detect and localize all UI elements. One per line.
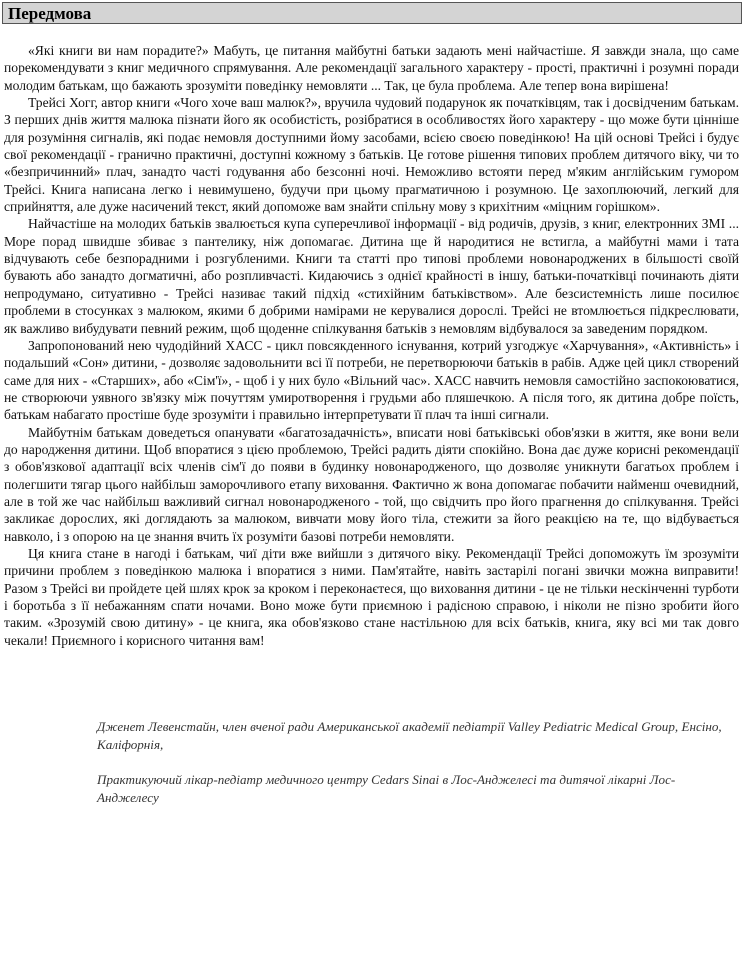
paragraph: Найчастіше на молодих батьків звалюється купа суперечливої інформації - від родичів, друзів, з книг, електронних ЗМІ ... Море порад швидше збиває з пантелику, ніж допомагає. Дитина ще й народитися не встигла, а майбутні мами і тата відчувають себе безпорадними і розгубленими. Книги та статті про типові проблеми новонароджених в більшості своїй бувають або занадто догматичні, або розпливчасті. Кидаючись з однієї крайності в іншу, батьки-початківці починають діяти непродумано, ситуативно - Трейсі називає такий підхід «стихійним батьківством». Але безсистемність лише посилює проблеми в стосунках з малюком, якими б добрими намірами не керувалися дорослі. Трейсі не втомлюється підкреслювати, як важливо вибудувати певний режим, щоб щоденне спілкування батьків з немовлям відбувалося за заведеним порядком. (4, 216, 739, 336)
paragraph: Трейсі Хогг, автор книги «Чого хоче ваш малюк?», вручила чудовий подарунок як початківцям, так і досвідченим батькам. З перших днів життя малюка пізнати його як особистість, розібратися в особливостях його характеру - що може бути цінніше для розуміння сигналів, які подає немовля доступними йому засобами, всією своєю поведінкою! На цій основі Трейсі і будує свої рекомендації - гранично практичні, доступні кожному з батьків. Це готове рішення типових проблем дитячого віку, чи то «безпричинний» плач, занадто часті годування або безсонні ночі. Неможливо встояти перед м'яким англійським гумором Трейсі. Книга написана легко і невимушено, будучи при цьому прагматичною і розумною. Це захоплюючий, легкий для сприйняття, але дуже насичений текст, який допоможе вам знайти спільну мову з крихітним «міцним горішком». (4, 95, 739, 215)
section-title: Передмова (8, 4, 92, 23)
signature-position: Практикуючий лікар-педіатр медичного центру Cedars Sinai в Лос-Анджелесі та дитячої лікарні Лос-Анджелесу (97, 772, 676, 805)
foreword-body (4, 42, 739, 649)
paragraph: Майбутнім батькам доведеться опанувати «багатозадачність», вписати нові батьківські обов'язки в життя, яке вони вели до народження дитини. Щоб впоратися з цією проблемою, Трейсі радить діяти спокійно. Вона дає дуже корисні рекомендації з обов'язкової адаптації всіх членів сім'ї до появи в будинку новонародженого, що дозволяє уникнути багатьох проблем і полегшити тягар цього найбільш заморочливого етапу виховання. Фактично ж вона допомагає побачити найменш очевидний, але в той же час найбільш важливий сигнал новонародженого - той, що свідчить про його прагнення до спілкування. Трейсі закликає дорослих, які доглядають за малюком, вивчати мову його тіла, стежити за його реакцією на те, що відбувається навколо, і з опорою на це знання вчить їх розуміти базові потреби немовляти. (4, 424, 739, 544)
paragraph: Ця книга стане в нагоді і батькам, чиї діти вже вийшли з дитячого віку. Рекомендації Трейсі допоможуть їм зрозуміти причини проблем з поведінкою малюка і впоратися з ними. Пам'ятайте, навіть застарілі погані звички можна виправити! Разом з Трейсі ви пройдете цей шлях крок за кроком і переконаєтеся, що виховання дитини - це не тільки нескінченні турботи і боротьба з її небажанням спати ночами. Воно може бути приємною і радісною справою, і ніколи не пізно зробити його таким. «Зрозумій свою дитину» - це книга, яка обов'язково стане настільною для всіх батьків, книга, яку всі ми так довго чекали! Приємного і корисного читання вам! (4, 545, 739, 648)
paragraph: Запропонований нею чудодійний ХАСС - цикл повсякденного існування, котрий узгоджує «Харчування», «Активність» і подальший «Сон» дитини, - дозволяє задовольнити всі її потреби, не перетворюючи батьків в рабів. Адже цей цикл створений саме для них - «Старших», або «Сім'ї», - щоб і у них було «Вільний час». ХАСС навчить немовля самостійно заспокоюватися, не створюючи уявного зв'язку між почуттям умиротворення і грудьми або пляшечкою. А після того, як дитина добре поїсть, батькам набагато простіше буде зрозуміти і правильно інтерпретувати її плач та інші сигнали. (4, 337, 739, 423)
section-header (2, 2, 742, 24)
paragraph: «Які книги ви нам порадите?» Мабуть, це питання майбутні батьки задають мені найчастіше. Я завжди знала, що саме порекомендувати з книг медичного спрямування. Але рекомендації загального характеру - прості, практичні і розумні поради молодим батькам, що бажають зрозуміти поведінку немовляти ... Так, це була проблема. Але тепер вона вирішена! (4, 43, 739, 93)
signature-author: Дженет Левенстайн, член вченої ради Американської академії педіатрії Valley Pediatric Medical Group, Енсіно, Каліфорнія, (97, 719, 722, 752)
